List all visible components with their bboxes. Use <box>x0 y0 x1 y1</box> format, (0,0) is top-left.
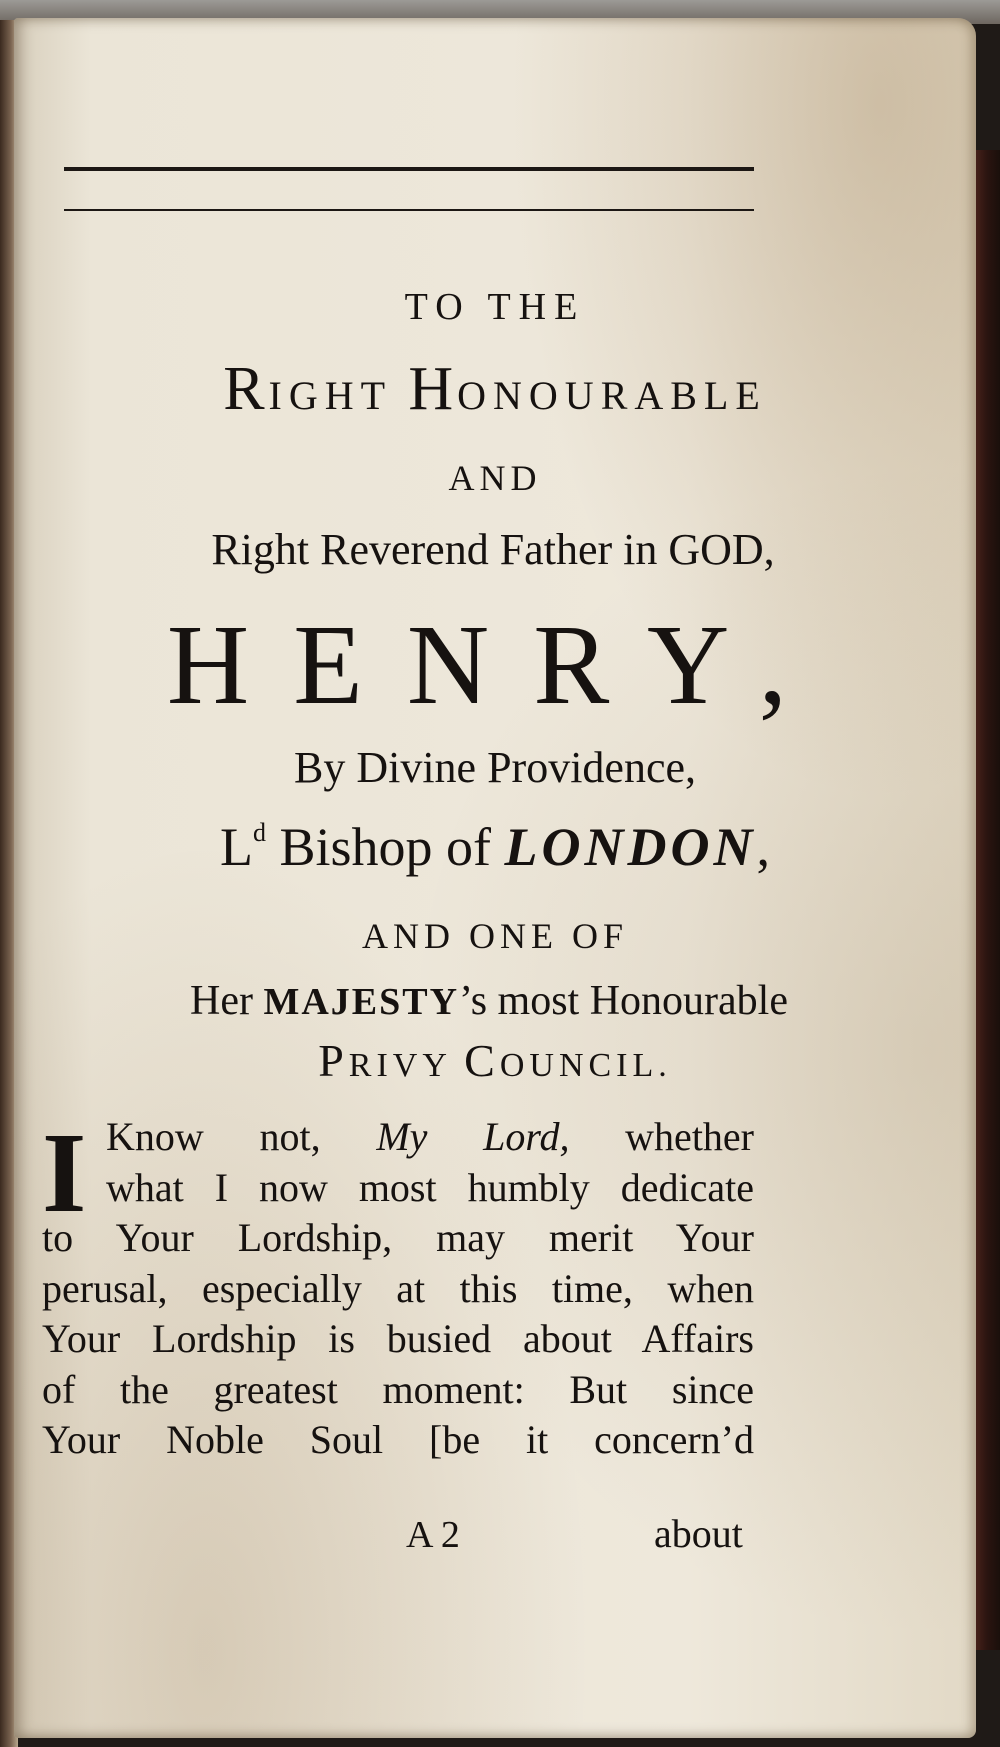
text-line-1-b: whether <box>569 1114 754 1159</box>
text-line-4: perusal, especially at this time, when <box>42 1265 754 1311</box>
book-page <box>14 18 976 1738</box>
text-line-1-a: Know not, <box>106 1114 377 1159</box>
text-line-1-italic: My Lord, <box>376 1114 570 1159</box>
majesty-caps: MAJESTY <box>263 981 460 1023</box>
heading-henry: HENRY, <box>166 601 832 728</box>
majesty-end: ’s most Honourable <box>459 978 788 1024</box>
small-caps-rivy: RIVY <box>348 1047 465 1084</box>
heading-majesty <box>8 980 970 1022</box>
bishop-superscript: d <box>252 818 266 847</box>
text-line-1 <box>42 1112 754 1163</box>
bishop-city: LONDON <box>504 817 757 877</box>
bishop-l: L <box>219 817 253 877</box>
cap-r: R <box>223 355 269 423</box>
text-line-7: Your Noble Soul [be it concern’d <box>42 1417 754 1462</box>
text-line-5: Your Lordship is busied about Affairs <box>42 1316 754 1361</box>
heading-privy-council <box>14 1035 976 1086</box>
drop-cap-i: I <box>42 1109 87 1236</box>
small-caps-onourable: ONOURABLE <box>457 373 767 418</box>
majesty-pre: Her <box>189 978 264 1024</box>
catchword: about <box>654 1511 743 1556</box>
signature-mark: A 2 <box>406 1514 460 1556</box>
text-line-3: to Your Lordship, may merit Your <box>42 1215 754 1260</box>
text-line-6: of the greatest moment: But since <box>42 1366 754 1412</box>
cap-c: C <box>464 1035 500 1086</box>
heading-bishop-of-london <box>14 817 976 877</box>
heading-providence: By Divine Providence, <box>293 743 697 792</box>
top-rule-thick <box>64 167 754 171</box>
top-rule-thin <box>64 209 754 211</box>
small-caps-ouncil: OUNCIL. <box>499 1047 672 1084</box>
bishop-text: Bishop of <box>265 817 505 877</box>
heading-father-in-god: Right Reverend Father in GOD, <box>211 525 775 574</box>
small-caps-ight: IGHT <box>268 373 409 418</box>
heading-right-honourable <box>14 355 976 423</box>
heading-to-the: TO THE <box>404 286 586 328</box>
heading-and: AND <box>448 458 542 498</box>
bishop-comma: , <box>756 817 770 877</box>
dedication-text <box>42 1109 754 1466</box>
cap-h: H <box>408 355 458 423</box>
heading-and-one-of: AND ONE OF <box>362 916 628 956</box>
cap-p: P <box>318 1035 349 1086</box>
text-line-2: what I now most humbly dedicate <box>106 1164 754 1210</box>
